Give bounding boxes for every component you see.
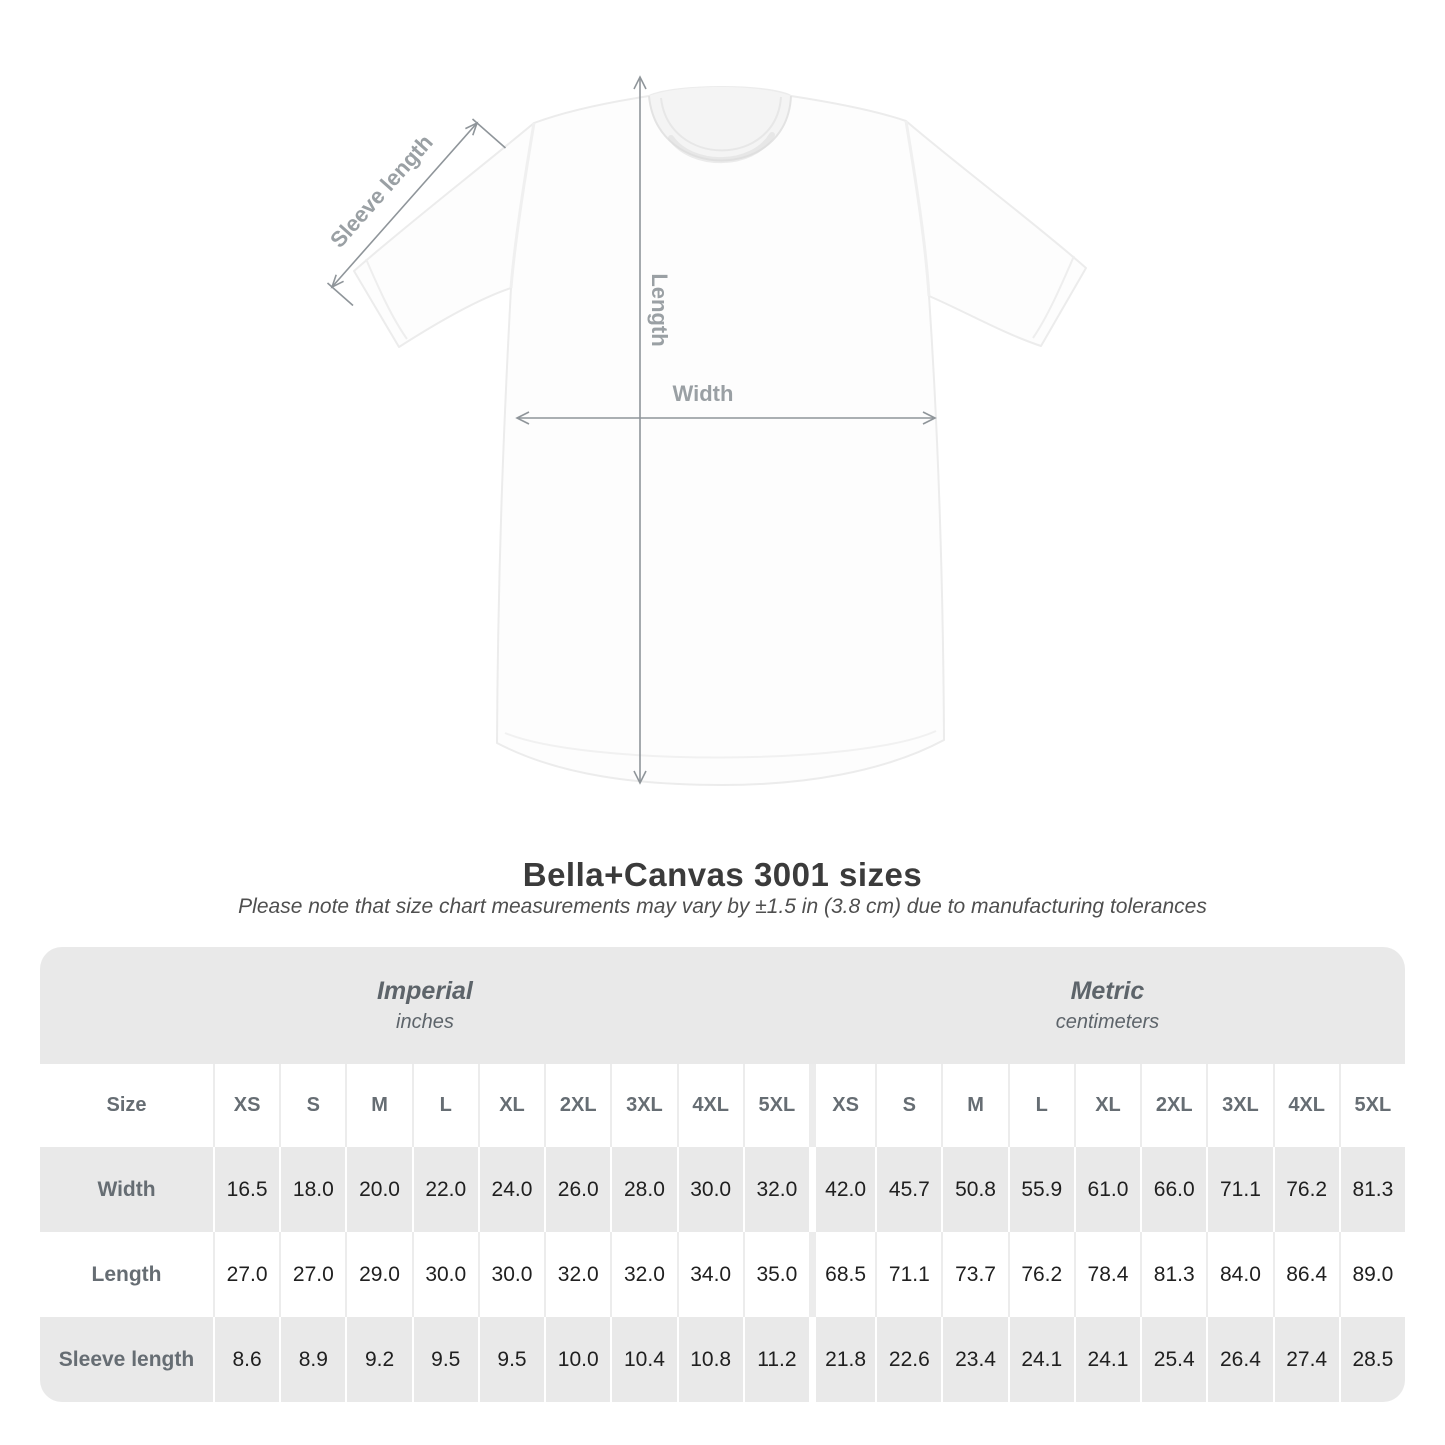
measurement-cell-imperial: 11.2 <box>743 1317 809 1402</box>
size-col-header-imperial: L <box>412 1064 478 1147</box>
measurement-cell-imperial: 28.0 <box>610 1147 676 1232</box>
measurement-cell-metric: 25.4 <box>1140 1317 1206 1402</box>
row-label: Width <box>97 1177 156 1201</box>
tshirt-image <box>354 87 1086 785</box>
metric-unit-header <box>810 947 1405 1064</box>
measurement-cell-metric: 42.0 <box>809 1147 875 1232</box>
size-chart-table <box>40 947 1405 1402</box>
measurement-cell-metric: 78.4 <box>1074 1232 1140 1317</box>
size-col-header-metric: XS <box>809 1064 875 1147</box>
measurement-cell-imperial: 30.0 <box>412 1232 478 1317</box>
measurement-cell-imperial: 9.5 <box>478 1317 544 1402</box>
measurement-cell-metric: 22.6 <box>875 1317 941 1402</box>
measurement-cell-imperial: 29.0 <box>345 1232 411 1317</box>
measurement-cell-imperial: 32.0 <box>610 1232 676 1317</box>
measurement-cell-imperial: 10.4 <box>610 1317 676 1402</box>
measurement-cell-imperial: 9.2 <box>345 1317 411 1402</box>
size-col-header-metric: 5XL <box>1339 1064 1405 1147</box>
measurement-cell-metric: 21.8 <box>809 1317 875 1402</box>
measurement-cell-metric: 84.0 <box>1206 1232 1272 1317</box>
table-row <box>40 1147 1405 1232</box>
measurement-cell-metric: 50.8 <box>941 1147 1007 1232</box>
measurement-cell-imperial: 10.8 <box>677 1317 743 1402</box>
table-row <box>40 1317 1405 1402</box>
measurement-cell-imperial: 27.0 <box>213 1232 279 1317</box>
measurement-cell-metric: 55.9 <box>1008 1147 1074 1232</box>
measurement-cell-imperial: 9.5 <box>412 1317 478 1402</box>
size-col-header-imperial: 4XL <box>677 1064 743 1147</box>
metric-unit: centimeters <box>1055 1011 1160 1033</box>
measurement-cell-metric: 71.1 <box>1206 1147 1272 1232</box>
size-col-header-imperial: XL <box>478 1064 544 1147</box>
size-col-header-imperial: M <box>345 1064 411 1147</box>
measurement-cell-metric: 61.0 <box>1074 1147 1140 1232</box>
size-col-header-metric: L <box>1008 1064 1074 1147</box>
size-col-header-imperial: 2XL <box>544 1064 610 1147</box>
measurement-cell-metric: 73.7 <box>941 1232 1007 1317</box>
imperial-unit-header <box>40 947 810 1064</box>
measurement-cell-imperial: 32.0 <box>544 1232 610 1317</box>
measurement-cell-metric: 26.4 <box>1206 1317 1272 1402</box>
size-col-header-metric: XL <box>1074 1064 1140 1147</box>
table-rows <box>40 1064 1405 1402</box>
measurement-cell-imperial: 30.0 <box>478 1232 544 1317</box>
size-col-header-metric: 2XL <box>1140 1064 1206 1147</box>
row-label: Sleeve length <box>58 1347 195 1371</box>
measurement-cell-imperial: 10.0 <box>544 1317 610 1402</box>
size-col-header-metric: 4XL <box>1273 1064 1339 1147</box>
measurement-cell-imperial: 26.0 <box>544 1147 610 1232</box>
measurement-cell-imperial: 8.6 <box>213 1317 279 1402</box>
measurement-cell-metric: 23.4 <box>941 1317 1007 1402</box>
measurement-cell-metric: 24.1 <box>1008 1317 1074 1402</box>
measurement-cell-imperial: 18.0 <box>279 1147 345 1232</box>
measurement-cell-metric: 27.4 <box>1273 1317 1339 1402</box>
width-label: Width <box>672 381 734 406</box>
measurement-cell-imperial: 32.0 <box>743 1147 809 1232</box>
unit-header-band <box>40 947 1405 1064</box>
size-col-header-imperial: XS <box>213 1064 279 1147</box>
measurement-cell-metric: 89.0 <box>1339 1232 1405 1317</box>
length-label: Length <box>647 273 672 347</box>
measurement-cell-metric: 68.5 <box>809 1232 875 1317</box>
measurement-cell-imperial: 34.0 <box>677 1232 743 1317</box>
measurement-cell-metric: 86.4 <box>1273 1232 1339 1317</box>
row-label: Length <box>91 1262 162 1286</box>
size-col-header-imperial: 5XL <box>743 1064 809 1147</box>
measurement-cell-imperial: 30.0 <box>677 1147 743 1232</box>
measurement-cell-metric: 76.2 <box>1008 1232 1074 1317</box>
size-header-row <box>40 1064 1405 1147</box>
imperial-label: Imperial <box>376 977 473 1005</box>
measurement-cell-imperial: 24.0 <box>478 1147 544 1232</box>
measurement-cell-metric: 45.7 <box>875 1147 941 1232</box>
page-title: Bella+Canvas 3001 sizes <box>522 856 923 893</box>
measurement-cell-metric: 66.0 <box>1140 1147 1206 1232</box>
table-row <box>40 1232 1405 1317</box>
measurement-cell-imperial: 20.0 <box>345 1147 411 1232</box>
measurement-cell-imperial: 35.0 <box>743 1232 809 1317</box>
size-col-header-metric: M <box>941 1064 1007 1147</box>
size-column-label: Size <box>106 1094 147 1116</box>
imperial-unit: inches <box>396 1011 454 1033</box>
size-col-header-imperial: 3XL <box>610 1064 676 1147</box>
measurement-cell-imperial: 27.0 <box>279 1232 345 1317</box>
metric-label: Metric <box>1070 977 1145 1005</box>
measurement-cell-metric: 81.3 <box>1140 1232 1206 1317</box>
tolerance-note: Please note that size chart measurements may vary by ±1.5 in (3.8 cm) due to manufacturing tolerances <box>238 895 1207 918</box>
measurement-cell-metric: 71.1 <box>875 1232 941 1317</box>
sleeve-length-label: Sleeve length <box>325 129 438 253</box>
measurement-cell-metric: 81.3 <box>1339 1147 1405 1232</box>
measurement-cell-imperial: 16.5 <box>213 1147 279 1232</box>
size-col-header-imperial: S <box>279 1064 345 1147</box>
size-col-header-metric: S <box>875 1064 941 1147</box>
measurement-cell-imperial: 22.0 <box>412 1147 478 1232</box>
size-col-header-metric: 3XL <box>1206 1064 1272 1147</box>
measurement-cell-imperial: 8.9 <box>279 1317 345 1402</box>
measurement-cell-metric: 28.5 <box>1339 1317 1405 1402</box>
measurement-cell-metric: 76.2 <box>1273 1147 1339 1232</box>
measurement-cell-metric: 24.1 <box>1074 1317 1140 1402</box>
